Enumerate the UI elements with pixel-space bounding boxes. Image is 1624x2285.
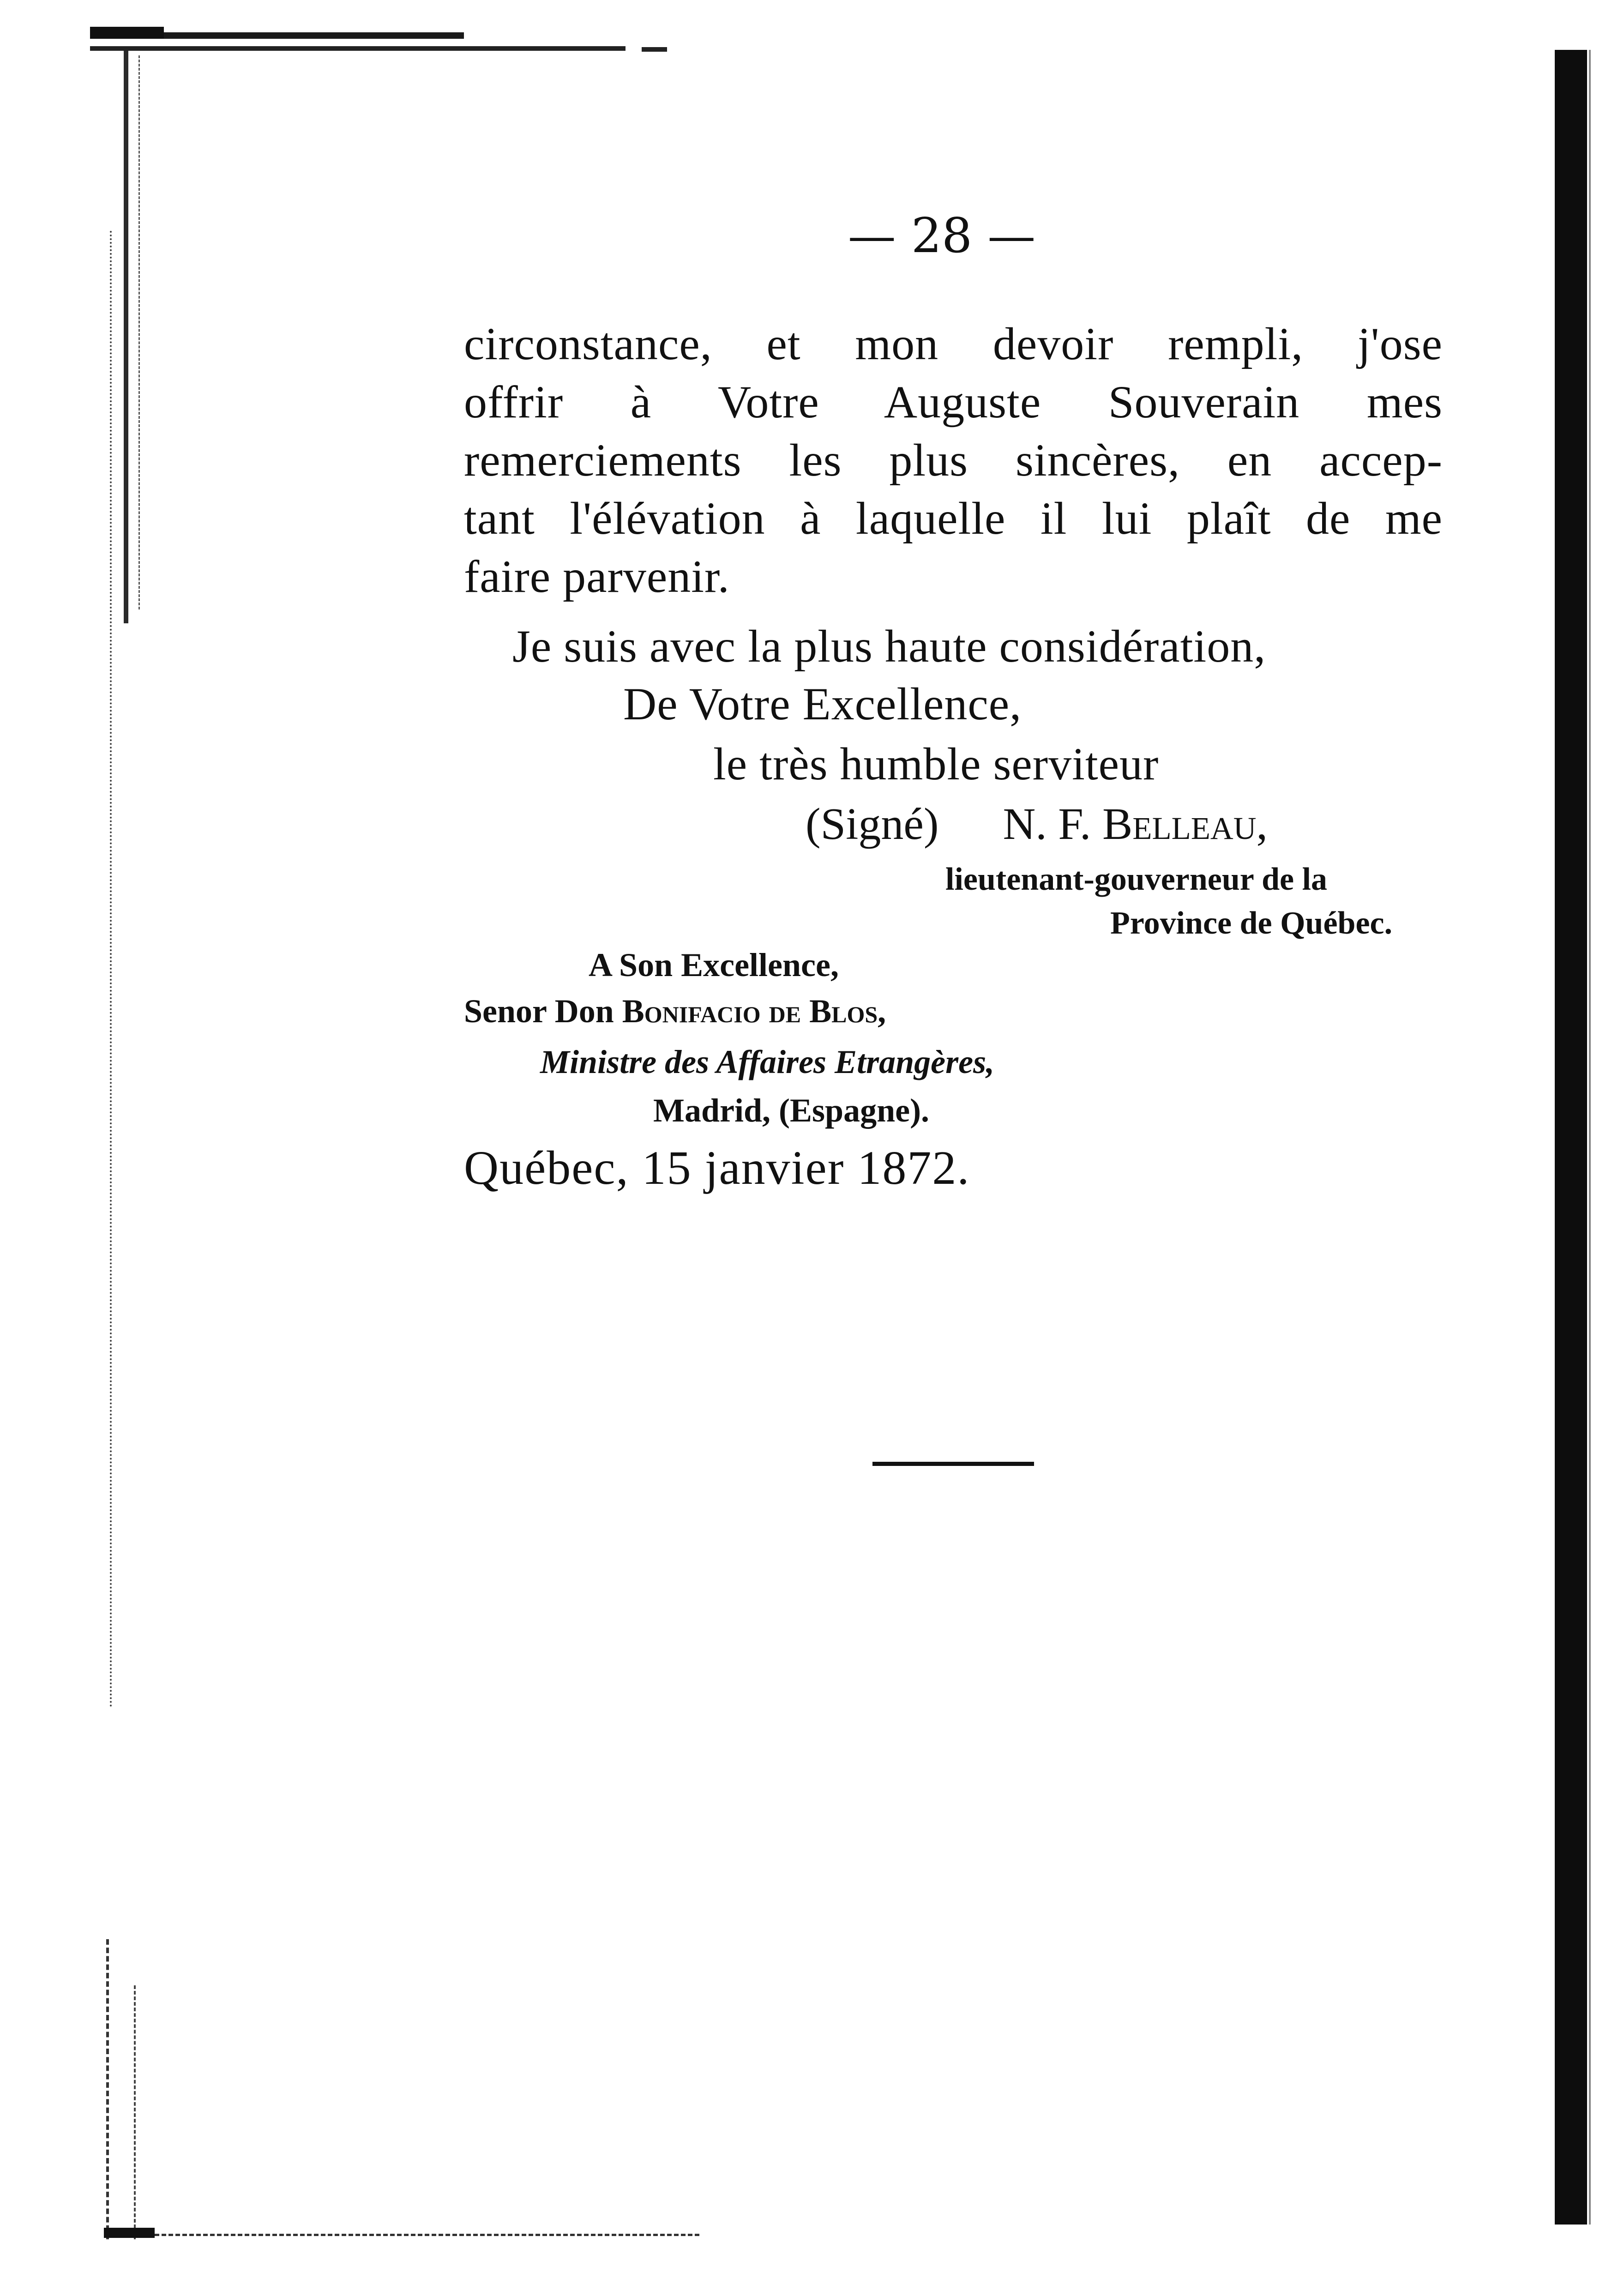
scan-border-left <box>106 1939 114 2239</box>
page-number: — 28 — <box>848 207 1036 264</box>
body-line: remerciements les plus sincères, en accep- <box>464 434 1443 486</box>
scan-border-bottom <box>104 2228 155 2238</box>
signatory-title: lieutenant-gouverneur de la <box>945 862 1328 897</box>
addressee-prefix: Senor Don <box>464 993 614 1030</box>
scan-border-top <box>642 47 667 52</box>
closing-line: De Votre Excellence, <box>623 678 1022 730</box>
addressee-line: Ministre des Affaires Etrangères, <box>540 1043 995 1080</box>
scan-border-top <box>90 27 164 39</box>
scan-border-left <box>138 55 141 609</box>
body-line: tant l'élévation à laquelle il lui plaît de me <box>464 493 1443 544</box>
body-line: circonstance, et mon devoir rempli, j'ose <box>464 318 1443 369</box>
scan-border-top <box>90 46 626 51</box>
scan-border-top <box>164 32 464 39</box>
closing-line: Je suis avec la plus haute considération, <box>512 621 1266 672</box>
body-line: faire parvenir. <box>464 551 730 602</box>
signature-line <box>806 794 1268 854</box>
addressee-line: Madrid, (Espagne). <box>653 1092 930 1129</box>
signatory-surname: Belleau, <box>1102 799 1268 849</box>
scan-border-left <box>124 51 128 623</box>
signatory-initials: N. F. <box>1003 799 1091 849</box>
scan-border-left <box>110 231 114 1708</box>
scan-border-right <box>1555 50 1587 2225</box>
signatory-title: Province de Québec. <box>1110 905 1393 941</box>
signed-mark: (Signé) <box>806 799 939 849</box>
addressee-line: A Son Excellence, <box>589 947 839 983</box>
addressee-line <box>464 988 886 1034</box>
letter-date: Québec, 15 janvier 1872. <box>464 1141 970 1194</box>
scan-border-bottom <box>155 2234 699 2239</box>
scan-border-right <box>1589 50 1591 2225</box>
end-divider <box>872 1462 1034 1466</box>
scan-border-left <box>134 1985 138 2239</box>
addressee-name: Bonifacio de Blos, <box>622 993 886 1030</box>
closing-line: le très humble serviteur <box>713 738 1159 790</box>
body-line: offrir à Votre Auguste Souverain mes <box>464 376 1443 428</box>
